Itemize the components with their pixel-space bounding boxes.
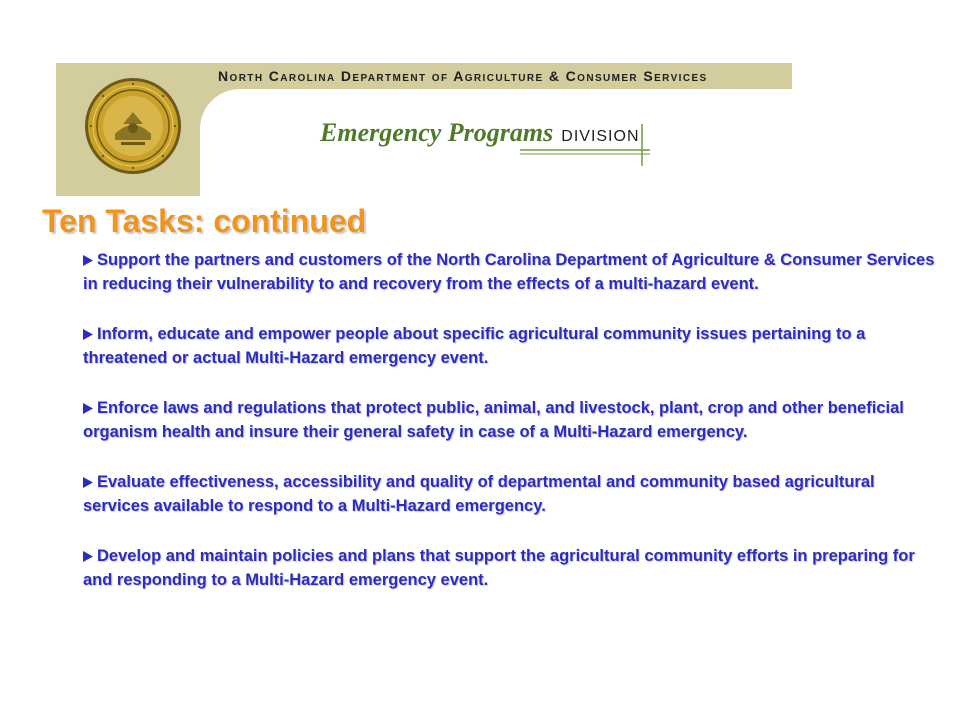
bullet-item: [83, 396, 943, 444]
department-name: North Carolina Department of Agriculture & Consumer Services: [218, 68, 708, 84]
bullet-text: Enforce laws and regulations that protect public, animal, and livestock, plant, crop and other beneficial organism health and insure their general safety in case of a Multi-Hazard emergency.: [83, 399, 904, 441]
bullet-text: Evaluate effectiveness, accessibility and quality of departmental and community based agricultural services available to respond to a Multi-Hazard emergency.: [83, 473, 875, 515]
nc-agriculture-seal-icon: [83, 76, 183, 176]
bullet-list: [83, 248, 943, 592]
slide-title: Ten Tasks: continued: [42, 203, 367, 239]
arrow-bullet-icon: [83, 470, 95, 494]
program-suffix: DIVISION: [561, 128, 640, 145]
program-title: [320, 118, 640, 158]
arrow-bullet-icon: [83, 396, 95, 420]
bullet-item: [83, 248, 943, 296]
arrow-bullet-icon: [83, 322, 95, 346]
bullet-text: Develop and maintain policies and plans that support the agricultural community efforts in preparing for and responding to a Multi-Hazard emergency event.: [83, 547, 915, 589]
bullet-text: Support the partners and customers of the North Carolina Department of Agriculture & Consumer Services in reducing their vulnerability to and recovery from the effects of a multi-hazard event.: [83, 251, 935, 293]
arrow-bullet-icon: [83, 544, 95, 568]
program-name: Emergency Programs: [320, 118, 554, 147]
arrow-bullet-icon: [83, 248, 95, 272]
bullet-item: [83, 544, 943, 592]
bullet-item: [83, 470, 943, 518]
bullet-item: [83, 322, 943, 370]
bullet-text: Inform, educate and empower people about specific agricultural community issues pertaining to a threatened or actual Multi-Hazard emergency event.: [83, 325, 866, 367]
